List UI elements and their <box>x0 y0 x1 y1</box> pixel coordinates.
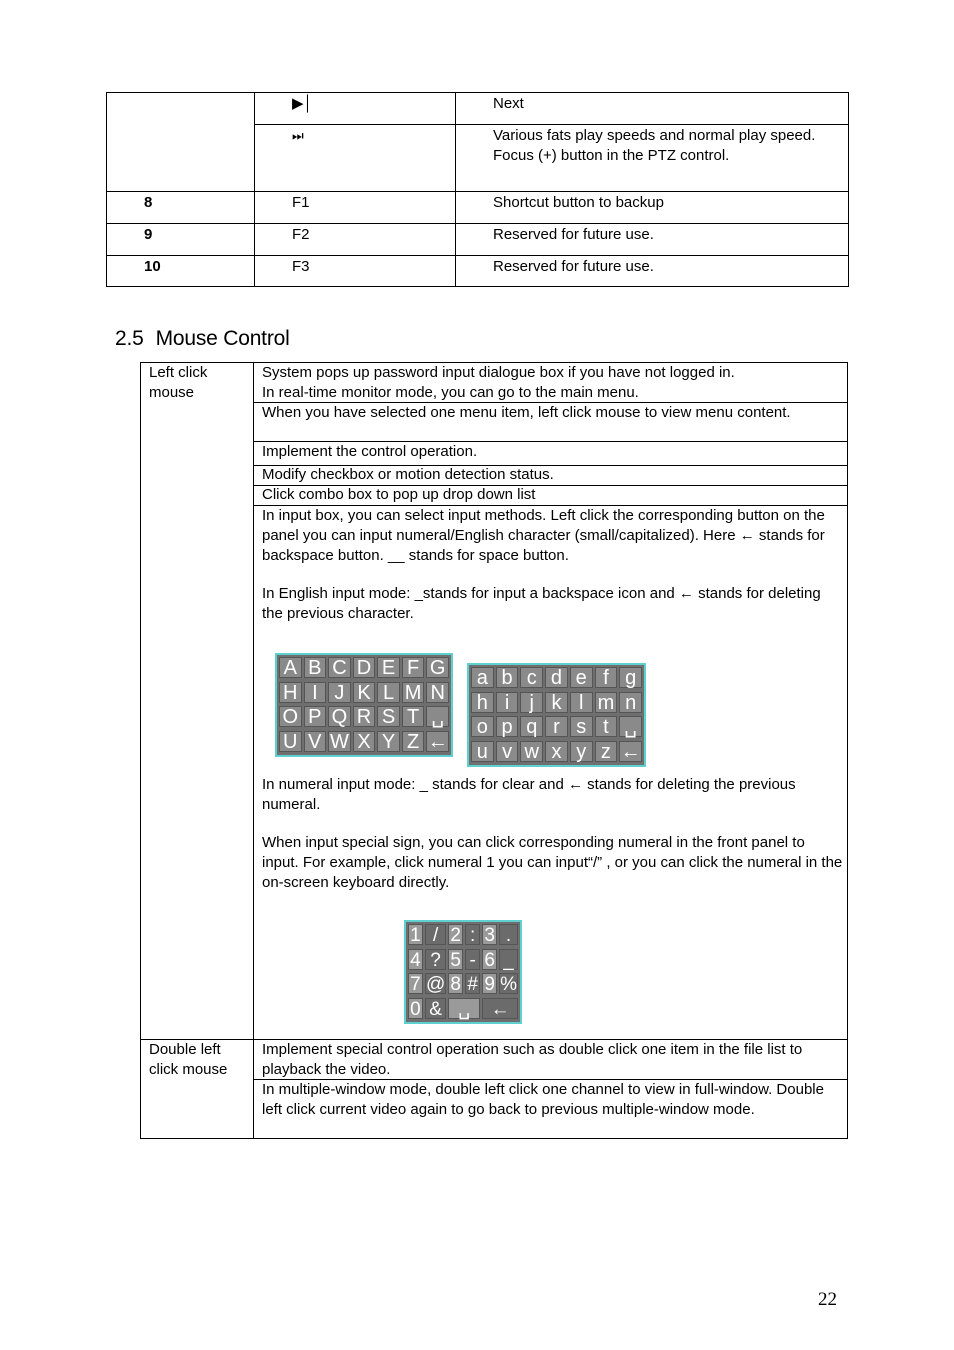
keyboard-key[interactable]: 2 <box>448 924 463 945</box>
keyboard-key[interactable]: # <box>465 973 480 994</box>
keyboard-key[interactable]: x <box>545 741 568 762</box>
keyboard-key[interactable]: _ <box>499 949 518 970</box>
keyboard-key[interactable]: D <box>353 657 376 678</box>
keyboard-key[interactable]: 9 <box>482 973 497 994</box>
keyboard-key[interactable]: h <box>471 692 494 713</box>
keyboard-key[interactable]: e <box>570 667 593 688</box>
section-heading <box>115 326 290 352</box>
key-cell: F2 <box>255 224 456 256</box>
keyboard-key[interactable]: P <box>304 706 327 727</box>
keyboard-key[interactable]: a <box>471 667 494 688</box>
keyboard-key[interactable]: ? <box>425 949 446 970</box>
fast-forward-icon: ⏭ <box>292 128 304 143</box>
keyboard-key[interactable]: w <box>520 741 543 762</box>
keyboard-key[interactable]: F <box>402 657 425 678</box>
desc-cell: Various fats play speeds and normal play speed. Focus (+) button in the PTZ control. <box>456 125 849 192</box>
keyboard-key[interactable]: ␣ <box>619 716 642 737</box>
keyboard-key[interactable]: d <box>545 667 568 688</box>
keyboard-key[interactable]: E <box>377 657 400 678</box>
keyboard-key[interactable]: N <box>426 682 449 703</box>
action-cell-left-click: Left click mouse <box>141 363 254 1040</box>
keyboard-key[interactable]: U <box>279 731 302 752</box>
desc-cell: Next <box>456 93 849 125</box>
keyboard-key[interactable]: Y <box>377 731 400 752</box>
keyboard-key[interactable]: l <box>570 692 593 713</box>
keyboard-key[interactable]: ␣ <box>426 706 449 727</box>
input-paragraph: When input special sign, you can click corresponding numeral in the front panel to input. For example, click numeral 1 you can input“/” , or you can click the numeral in the on-screen keyboard directly. <box>262 834 843 891</box>
next-icon: ▶│ <box>292 95 313 112</box>
keyboard-key[interactable]: C <box>328 657 351 678</box>
keyboard-key[interactable]: v <box>496 741 519 762</box>
keyboard-key[interactable]: j <box>520 692 543 713</box>
keyboard-key[interactable]: W <box>329 730 349 753</box>
keyboard-key[interactable]: Z <box>402 731 425 752</box>
keyboard-key[interactable]: J <box>328 682 351 703</box>
section-number: 2.5 <box>115 327 144 350</box>
keyboard-key[interactable]: 3 <box>482 924 497 945</box>
keyboard-key[interactable]: . <box>499 924 518 945</box>
desc-cell: When you have selected one menu item, left click mouse to view menu content. <box>254 403 848 442</box>
page-number: 22 <box>818 1289 837 1310</box>
lowercase-keyboard <box>467 663 646 767</box>
keyboard-key[interactable]: V <box>304 731 327 752</box>
keyboard-key[interactable]: M <box>402 682 425 703</box>
keyboard-key[interactable]: O <box>279 706 302 727</box>
keyboard-key[interactable]: A <box>279 657 302 678</box>
key-cell <box>255 125 456 192</box>
keyboard-key[interactable]: Q <box>328 706 351 727</box>
keyboard-key[interactable]: p <box>496 716 519 737</box>
keyboard-key[interactable]: @ <box>425 974 446 995</box>
desc-cell: Reserved for future use. <box>456 224 849 256</box>
keyboard-key[interactable]: 7 <box>408 973 423 994</box>
row-number-cell: 10 <box>107 256 255 287</box>
desc-cell: Implement special control operation such as double click one item in the file list to playback the video. <box>254 1040 848 1080</box>
keyboard-key[interactable]: / <box>425 924 446 945</box>
keyboard-key[interactable]: G <box>426 657 449 678</box>
desc-cell: Shortcut button to backup <box>456 192 849 224</box>
keyboard-key[interactable]: c <box>520 667 543 688</box>
keyboard-key[interactable]: 8 <box>448 973 463 994</box>
keyboard-key[interactable]: I <box>304 682 327 703</box>
keyboard-key[interactable]: m <box>595 692 618 713</box>
desc-cell: System pops up password input dialogue box if you have not logged in. In real-time monitor mode, you can go to the main menu. <box>254 363 848 403</box>
keyboard-key[interactable]: 4 <box>408 949 423 970</box>
keyboard-key[interactable]: S <box>377 706 400 727</box>
keyboard-key[interactable]: b <box>496 667 519 688</box>
keyboard-key[interactable]: 5 <box>448 949 463 970</box>
desc-cell: In multiple-window mode, double left click one channel to view in full-window. Double left click current video again to go back to previous multiple-window mode. <box>254 1080 848 1139</box>
keyboard-key[interactable]: q <box>520 716 543 737</box>
key-function-table <box>106 92 849 287</box>
row-number-cell: 8 <box>107 192 255 224</box>
row-number-cell: 9 <box>107 224 255 256</box>
keyboard-key[interactable]: 6 <box>482 949 497 970</box>
keyboard-key[interactable]: 1 <box>408 924 423 945</box>
keyboard-key[interactable]: r <box>545 716 568 737</box>
section-title: Mouse Control <box>155 327 290 350</box>
keyboard-key[interactable]: k <box>545 692 568 713</box>
keyboard-key[interactable]: R <box>353 706 376 727</box>
keyboard-key[interactable]: : <box>465 924 480 945</box>
keyboard-key[interactable]: T <box>402 706 425 727</box>
keyboard-key[interactable]: X <box>353 731 376 752</box>
keyboard-key[interactable]: % <box>500 974 517 995</box>
desc-cell: Modify checkbox or motion detection status. <box>254 466 848 486</box>
keyboard-key[interactable]: n <box>619 692 642 713</box>
keyboard-key[interactable]: ␣ <box>448 998 480 1019</box>
input-method-cell <box>254 506 848 1040</box>
keyboard-key[interactable]: u <box>471 741 494 762</box>
keyboard-key[interactable]: f <box>595 667 618 688</box>
keyboard-key[interactable]: ← <box>620 740 641 763</box>
key-cell: F1 <box>255 192 456 224</box>
keyboard-key[interactable]: 0 <box>408 998 423 1019</box>
keyboard-key[interactable]: ← <box>427 730 448 753</box>
keyboard-key[interactable]: L <box>377 682 400 703</box>
row-number-cell <box>107 93 255 192</box>
input-paragraph: In input box, you can select input methods. Left click the corresponding button on the panel you can input numeral/English character (small/capitalized). Here ← stands for backspace button. __ stands for space button. <box>262 507 825 564</box>
keyboard-key[interactable]: H <box>279 682 302 703</box>
uppercase-keyboard <box>275 653 453 757</box>
keyboard-key[interactable]: - <box>465 949 480 970</box>
input-paragraph: In English input mode: _stands for input a backspace icon and ← stands for deleting the previous character. <box>262 585 821 622</box>
numeral-keyboard <box>404 920 522 1024</box>
keyboard-key[interactable]: i <box>496 692 519 713</box>
input-paragraph: In numeral input mode: _ stands for clear and ← stands for deleting the previous numeral. <box>262 776 796 813</box>
keyboard-key[interactable]: t <box>595 716 618 737</box>
desc-cell: Reserved for future use. <box>456 256 849 287</box>
desc-cell: Click combo box to pop up drop down list <box>254 486 848 506</box>
keyboard-key[interactable]: & <box>425 998 446 1019</box>
desc-cell: Implement the control operation. <box>254 442 848 466</box>
action-cell-double-click: Double left click mouse <box>141 1040 254 1139</box>
keyboard-key[interactable]: o <box>471 716 494 737</box>
key-cell: F3 <box>255 256 456 287</box>
keyboard-key[interactable]: z <box>595 741 618 762</box>
key-cell <box>255 93 456 125</box>
keyboard-key[interactable]: y <box>570 741 593 762</box>
keyboard-key[interactable]: B <box>304 657 327 678</box>
keyboard-key[interactable]: K <box>353 682 376 703</box>
keyboard-key[interactable]: s <box>570 716 593 737</box>
keyboard-key[interactable]: g <box>619 667 642 688</box>
keyboard-key[interactable]: ← <box>482 998 518 1019</box>
